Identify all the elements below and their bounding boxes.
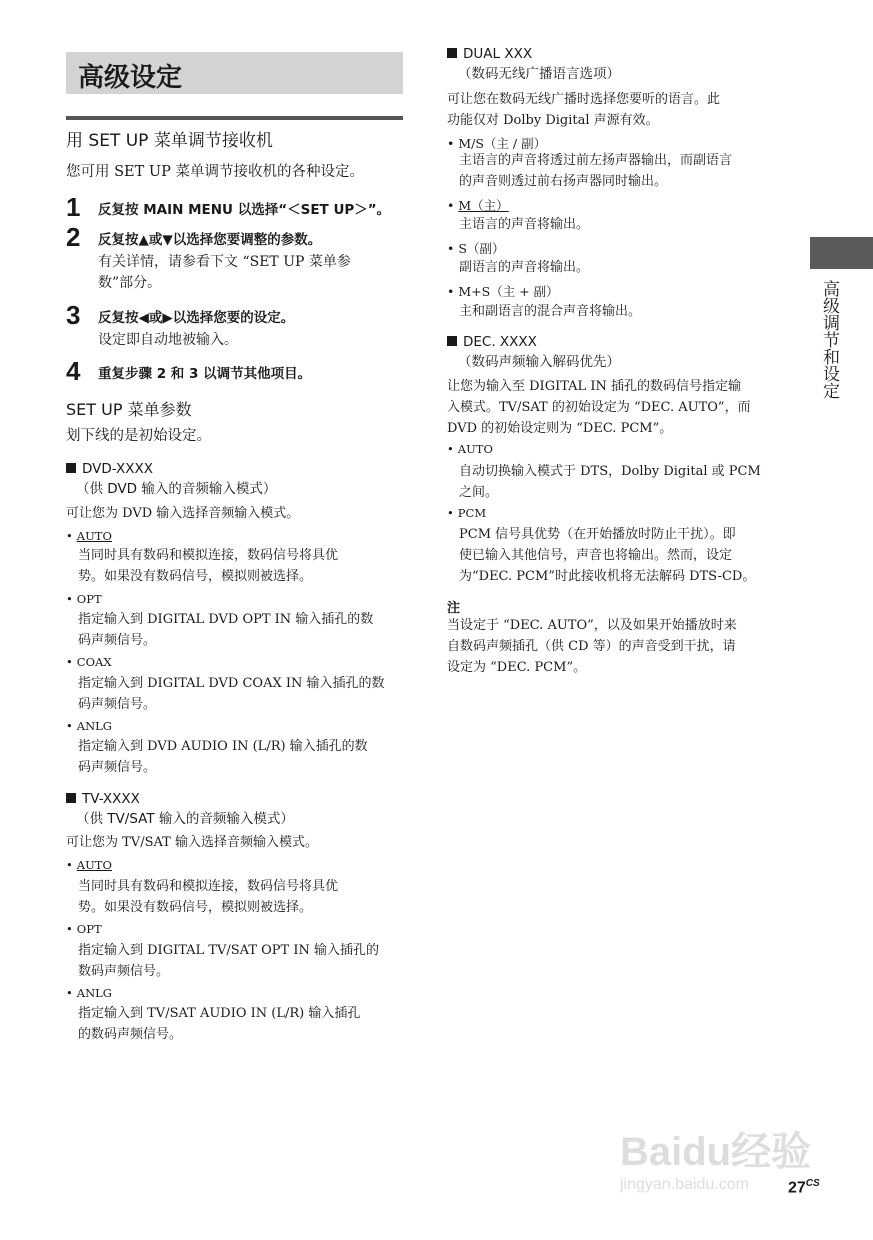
- dvd-anlg-desc: 码声频信号。: [78, 760, 157, 775]
- dec-option-pcm: • PCM: [447, 506, 487, 520]
- dual-option-m: • M（主）: [447, 198, 509, 213]
- dvd-opt-desc: 码声频信号。: [78, 633, 157, 648]
- dvd-option-anlg: • ANLG: [66, 719, 112, 733]
- side-tab-marker: [810, 237, 873, 269]
- dec-heading: DEC. XXXX: [447, 332, 537, 352]
- side-tab-label: 高级调节和设定: [819, 280, 839, 399]
- dual-option-mps: • M+S（主 + 副）: [447, 284, 559, 299]
- step-subtext: 设定即自动地被输入。: [98, 332, 238, 348]
- dec-desc: 入模式。TV/SAT 的初始设定为 “DEC. AUTO”，而: [447, 400, 751, 415]
- dec-subheading: （数码声频输入解码优先）: [458, 354, 620, 370]
- tv-option-anlg: • ANLG: [66, 986, 112, 1000]
- square-bullet-icon: [66, 463, 76, 473]
- dvd-opt-desc: 指定输入到 DIGITAL DVD OPT IN 输入插孔的数: [78, 612, 374, 627]
- dual-ms-desc: 主语言的声音将透过前左扬声器输出，而副语言: [459, 153, 733, 168]
- step-text: 反复按 MAIN MENU 以选择“＜SET UP＞”。: [98, 202, 391, 218]
- note-text: 设定为 “DEC. PCM”。: [447, 660, 587, 675]
- tv-desc: 可让您为 TV/SAT 输入选择音频输入模式。: [66, 835, 318, 850]
- dvd-option-coax: • COAX: [66, 655, 112, 669]
- square-bullet-icon: [447, 336, 457, 346]
- tv-option-opt: • OPT: [66, 922, 102, 936]
- dvd-coax-desc: 码声频信号。: [78, 697, 157, 712]
- dual-desc: 功能仅对 Dolby Digital 声源有效。: [447, 113, 659, 128]
- dvd-subheading: （供 DVD 输入的音频输入模式）: [76, 481, 277, 497]
- dec-pcm-desc: PCM 信号具优势（在开始播放时防止干扰）。即: [459, 527, 736, 542]
- tv-opt-desc: 指定输入到 DIGITAL TV/SAT OPT IN 输入插孔的: [78, 943, 379, 958]
- dual-heading: DUAL XXX: [447, 44, 532, 64]
- dual-ms-desc: 的声音则透过前右扬声器同时输出。: [459, 174, 668, 189]
- dvd-option-auto: • AUTO: [66, 529, 112, 543]
- watermark-url: jingyan.baidu.com: [620, 1176, 749, 1193]
- step-subtext: 有关详情，请参看下文 “SET UP 菜单参: [98, 254, 351, 270]
- tv-auto-desc: 势。如果没有数码信号，模拟则被选择。: [78, 900, 313, 915]
- dec-desc: 让您为输入至 DIGITAL IN 插孔的数码信号指定输: [447, 379, 741, 394]
- dual-subheading: （数码无线广播语言选项）: [458, 66, 620, 82]
- dec-desc: DVD 的初始设定则为 “DEC. PCM”。: [447, 421, 673, 436]
- params-note: 划下线的是初始设定。: [66, 428, 211, 444]
- dual-option-ms: • M/S（主 / 副）: [447, 136, 547, 151]
- dvd-coax-desc: 指定输入到 DIGITAL DVD COAX IN 输入插孔的数: [78, 676, 385, 691]
- dual-option-s: • S（副）: [447, 241, 505, 256]
- tv-heading: TV-XXXX: [66, 789, 140, 809]
- square-bullet-icon: [66, 793, 76, 803]
- step-subtext: 数”部分。: [98, 275, 162, 291]
- step-text: 反复按◀或▶以选择您要的设定。: [98, 310, 295, 326]
- params-title: SET UP 菜单参数: [66, 400, 192, 419]
- note-text: 自数码声频插孔（供 CD 等）的声音受到干扰，请: [447, 639, 736, 654]
- tv-auto-desc: 当同时具有数码和模拟连接，数码信号将具优: [78, 879, 339, 894]
- intro-text: 您可用 SET UP 菜单调节接收机的各种设定。: [66, 164, 364, 180]
- dec-option-auto: • AUTO: [447, 442, 493, 456]
- dvd-heading: DVD-XXXX: [66, 459, 153, 479]
- watermark: Baidu经验: [620, 1130, 812, 1174]
- note-title: 注: [447, 601, 461, 616]
- dvd-desc: 可让您为 DVD 输入选择音频输入模式。: [66, 506, 300, 521]
- section-title: 用 SET UP 菜单调节接收机: [66, 131, 273, 151]
- note-text: 当设定于 “DEC. AUTO”，以及如果开始播放时来: [447, 618, 737, 633]
- dec-pcm-desc: 为“DEC. PCM”时此接收机将无法解码 DTS-CD。: [459, 569, 756, 584]
- tv-anlg-desc: 指定输入到 TV/SAT AUDIO IN (L/R) 输入插孔: [78, 1006, 361, 1021]
- dvd-auto-desc: 当同时具有数码和模拟连接，数码信号将具优: [78, 548, 339, 563]
- square-bullet-icon: [447, 48, 457, 58]
- dvd-auto-desc: 势。如果没有数码信号，模拟则被选择。: [78, 569, 313, 584]
- tv-opt-desc: 数码声频信号。: [78, 964, 170, 979]
- dec-pcm-desc: 使已输入其他信号，声音也将输出。然而，设定: [459, 548, 733, 563]
- tv-subheading: （供 TV/SAT 输入的音频输入模式）: [76, 811, 294, 827]
- dual-m-desc: 主语言的声音将输出。: [459, 217, 590, 232]
- tv-option-auto: • AUTO: [66, 858, 112, 872]
- dec-auto-desc: 之间。: [459, 485, 499, 500]
- step-text: 反复按▲或▼以选择您要调整的参数。: [98, 232, 322, 248]
- dual-desc: 可让您在数码无线广播时选择您要听的语言。此: [447, 92, 721, 107]
- dec-auto-desc: 自动切换输入模式于 DTS，Dolby Digital 或 PCM: [459, 464, 761, 479]
- step-number: 4: [66, 356, 81, 386]
- step-number: 2: [66, 222, 81, 252]
- dvd-anlg-desc: 指定输入到 DVD AUDIO IN (L/R) 输入插孔的数: [78, 739, 368, 754]
- dual-mps-desc: 主和副语言的混合声音将输出。: [459, 304, 642, 319]
- dual-s-desc: 副语言的声音将输出。: [459, 260, 590, 275]
- section-rule: [66, 116, 403, 120]
- dvd-option-opt: • OPT: [66, 592, 102, 606]
- step-number: 3: [66, 300, 81, 330]
- page-title: 高级设定: [78, 63, 183, 93]
- page-number: $27^{CS}$: [788, 1178, 820, 1197]
- page-title-box: [66, 52, 403, 94]
- tv-anlg-desc: 的数码声频信号。: [78, 1027, 183, 1042]
- step-number: 1: [66, 192, 81, 222]
- step-text: 重复步骤 2 和 3 以调节其他项目。: [98, 366, 312, 382]
